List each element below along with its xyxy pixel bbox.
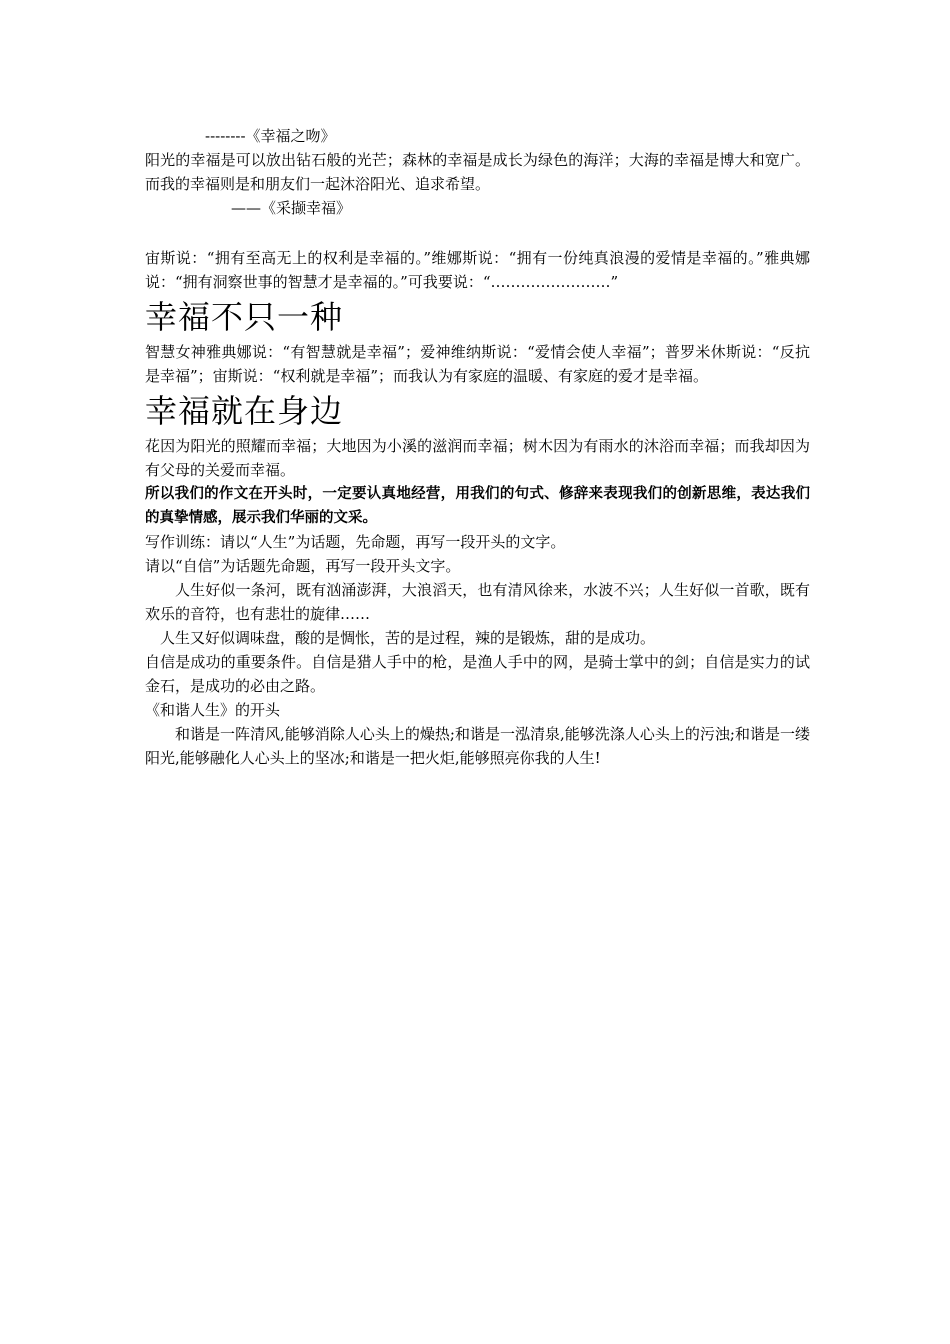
- exercise-2: 请以“自信”为话题先命题，再写一段开头文字。: [145, 557, 461, 575]
- paragraph-6-title: 《和谐人生》的开头: [145, 701, 281, 719]
- quote-text-2: 阳光的幸福是可以放出钻石般的光芒；森林的幸福是成长为绿色的海洋；大海的幸福是博大和宽广。而我的幸福则是和朋友们一起沐浴阳光、追求希望。: [145, 151, 810, 193]
- paragraph-1: 智慧女神雅典娜说：“有智慧就是幸福”；爱神维纳斯说：“爱情会使人幸福”；普罗米休斯说：“反抗是幸福”；宙斯说：“权利就是幸福”；而我认为有家庭的温暖、有家庭的爱才是幸福。: [145, 343, 810, 385]
- quote-source-1: --------《幸福之吻》: [205, 127, 336, 145]
- quote-text-3: 宙斯说：“拥有至高无上的权利是幸福的。”维娜斯说：“拥有一份纯真浪漫的爱情是幸福的。”雅典娜说：“拥有洞察世事的智慧才是幸福的。”可我要说：“……………………”: [145, 249, 810, 291]
- blank-line: [145, 220, 810, 246]
- paragraph-3: 人生好似一条河，既有汹涌澎湃，大浪滔天，也有清风徐来，水波不兴；人生好似一首歌，既有欢乐的音符，也有悲壮的旋律……: [145, 581, 810, 623]
- bold-paragraph: 所以我们的作文在开头时，一定要认真地经营，用我们的句式、修辞来表现我们的创新思维，表达我们的真挚情感，展示我们华丽的文采。: [145, 486, 810, 526]
- paragraph-5: 自信是成功的重要条件。自信是猎人手中的枪，是渔人手中的网，是骑士掌中的剑；自信是实力的试金石，是成功的必由之路。: [145, 653, 810, 695]
- paragraph-4: 人生又好似调味盘，酸的是惆怅，苦的是过程，辣的是锻炼，甜的是成功。: [160, 629, 656, 647]
- quote-source-2: ——《采撷幸福》: [231, 199, 352, 217]
- exercise-1: 写作训练：请以“人生”为话题，先命题，再写一段开头的文字。: [145, 533, 566, 551]
- paragraph-6: 和谐是一阵清风,能够消除人心头上的燥热;和谐是一泓清泉,能够洗涤人心头上的污浊;和谐是一缕阳光,能够融化人心头上的坚冰;和谐是一把火炬,能够照亮你我的人生!: [145, 725, 810, 767]
- paragraph-2: 花因为阳光的照耀而幸福；大地因为小溪的滋润而幸福；树木因为有雨水的沐浴而幸福；而我却因为有父母的关爱而幸福。: [145, 437, 810, 479]
- document-body: [145, 124, 810, 770]
- heading-2: 幸福就在身边: [145, 392, 344, 430]
- heading-1: 幸福不只一种: [145, 298, 344, 336]
